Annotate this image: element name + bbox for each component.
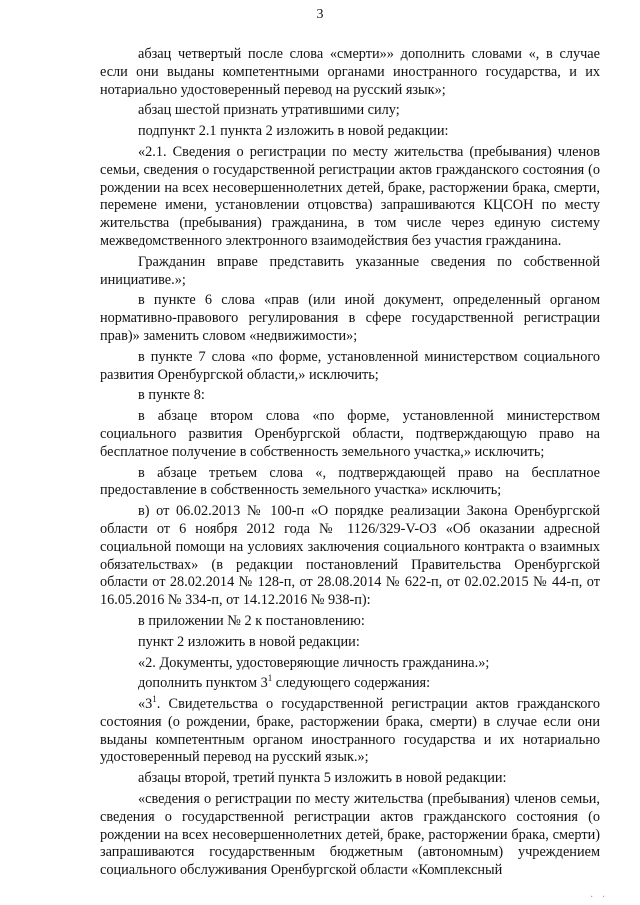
paragraph-item-5: абзацы второй, третий пункта 5 изложить в новой редакции:	[138, 770, 507, 787]
paragraph-item-2-1-text: «2.1. Сведения о регистрации по месту жительства (пребывания) членов семьи, сведения о государственной регистрации актов гражданского состояния (о рождении на всех несовершеннолетних детей, браке, расторжении брака, смерти, перемене имени, установлении отцовства) запрашиваются КЦСОН по месту жительства (пребывания) гражданина, в том числе через единую систему межведомственного электронного взаимодействия без участия гражданина.	[100, 143, 600, 249]
paragraph-resolution-100p: в) от 06.02.2013 № 100-п «О порядке реализации Закона Оренбургской области от 6 ноября 2012 года № 1126/329-V-ОЗ «Об оказании адресной социальной помощи на условиях заключения социального контракта о взаимных обязательствах» (в редакции постановлений Правительства Оренбургской области от 28.02.2014 № 128-п, от 28.08.2014 № 622-п, от 02.02.2015 № 44-п, от 16.05.2016 № 334-п, от 14.12.2016 № 938-п):	[100, 503, 600, 609]
quote-item-after: . Свидетельства о государственной регистрации актов гражданского состояния (о рождении, браке, расторжении брака, смерти) в случае если они выданы компетентным органом иностранного государства и их нотариально удостоверенный перевод на русский язык.»;	[100, 696, 600, 766]
paragraph-abzac-third: в абзаце третьем слова «, подтверждающей право на бесплатное предоставление в собственность земельного участка» исключить;	[100, 464, 600, 499]
supplement-superscript: 1	[267, 673, 273, 684]
footer-mark: · ·	[590, 892, 609, 903]
paragraph-citizen-right: Гражданин вправе представить указанные сведения по собственной инициативе.»;	[100, 253, 600, 288]
paragraph-abzac-6: абзац шестой признать утратившими силу;	[138, 102, 400, 119]
quote-item-before: «3	[138, 696, 153, 713]
paragraph-item-3-1-text	[100, 696, 600, 767]
document-body	[100, 46, 600, 880]
paragraph-item-2-quote: «2. Документы, удостоверяющие личность гражданина.»;	[138, 654, 490, 671]
paragraph-item-8: в пункте 8:	[138, 387, 205, 404]
paragraph-item-7: в пункте 7 слова «по форме, установленной министерством социального развития Оренбургской области,» исключить;	[100, 348, 600, 383]
quote-item-superscript: 1	[152, 694, 157, 705]
paragraph-add-item-3-1	[100, 675, 600, 693]
paragraph-abzac-4: абзац четвертый после слова «смерти»» дополнить словами «, в случае если они выданы компетентными органами иностранного государства, и их нотариально удостоверенный перевод на русский язык»;	[100, 46, 600, 98]
paragraph-item-2-new: пункт 2 изложить в новой редакции:	[138, 633, 360, 650]
page-number: 3	[316, 7, 324, 22]
paragraph-item-5-text: «сведения о регистрации по месту жительства (пребывания) членов семьи, сведения о государственной регистрации актов гражданского состояния (о рождении на всех несовершеннолетних детей, браке, расторжении брака, смерти) запрашиваются государственным бюджетным (автономным) учреждением социального обслуживания Оренбургской области «Комплексный	[100, 791, 600, 879]
supplement-text-after: следующего содержания:	[272, 675, 431, 692]
paragraph-item-6: в пункте 6 слова «прав (или иной документ, определенный органом нормативно-правового регулирования в сфере государственной регистрации прав)» заменить словом «недвижимости»;	[100, 292, 600, 344]
supplement-text-before: дополнить пунктом 3	[138, 675, 268, 692]
paragraph-appendix-2: в приложении № 2 к постановлению:	[138, 612, 365, 629]
paragraph-abzac-second: в абзаце втором слова «по форме, установленной министерством социального развития Оренбургской области, подтверждающую право на бесплатное получение в собственность земельного участка,» исключить;	[100, 408, 600, 460]
paragraph-subitem-2-1: подпункт 2.1 пункта 2 изложить в новой редакции:	[138, 123, 449, 140]
